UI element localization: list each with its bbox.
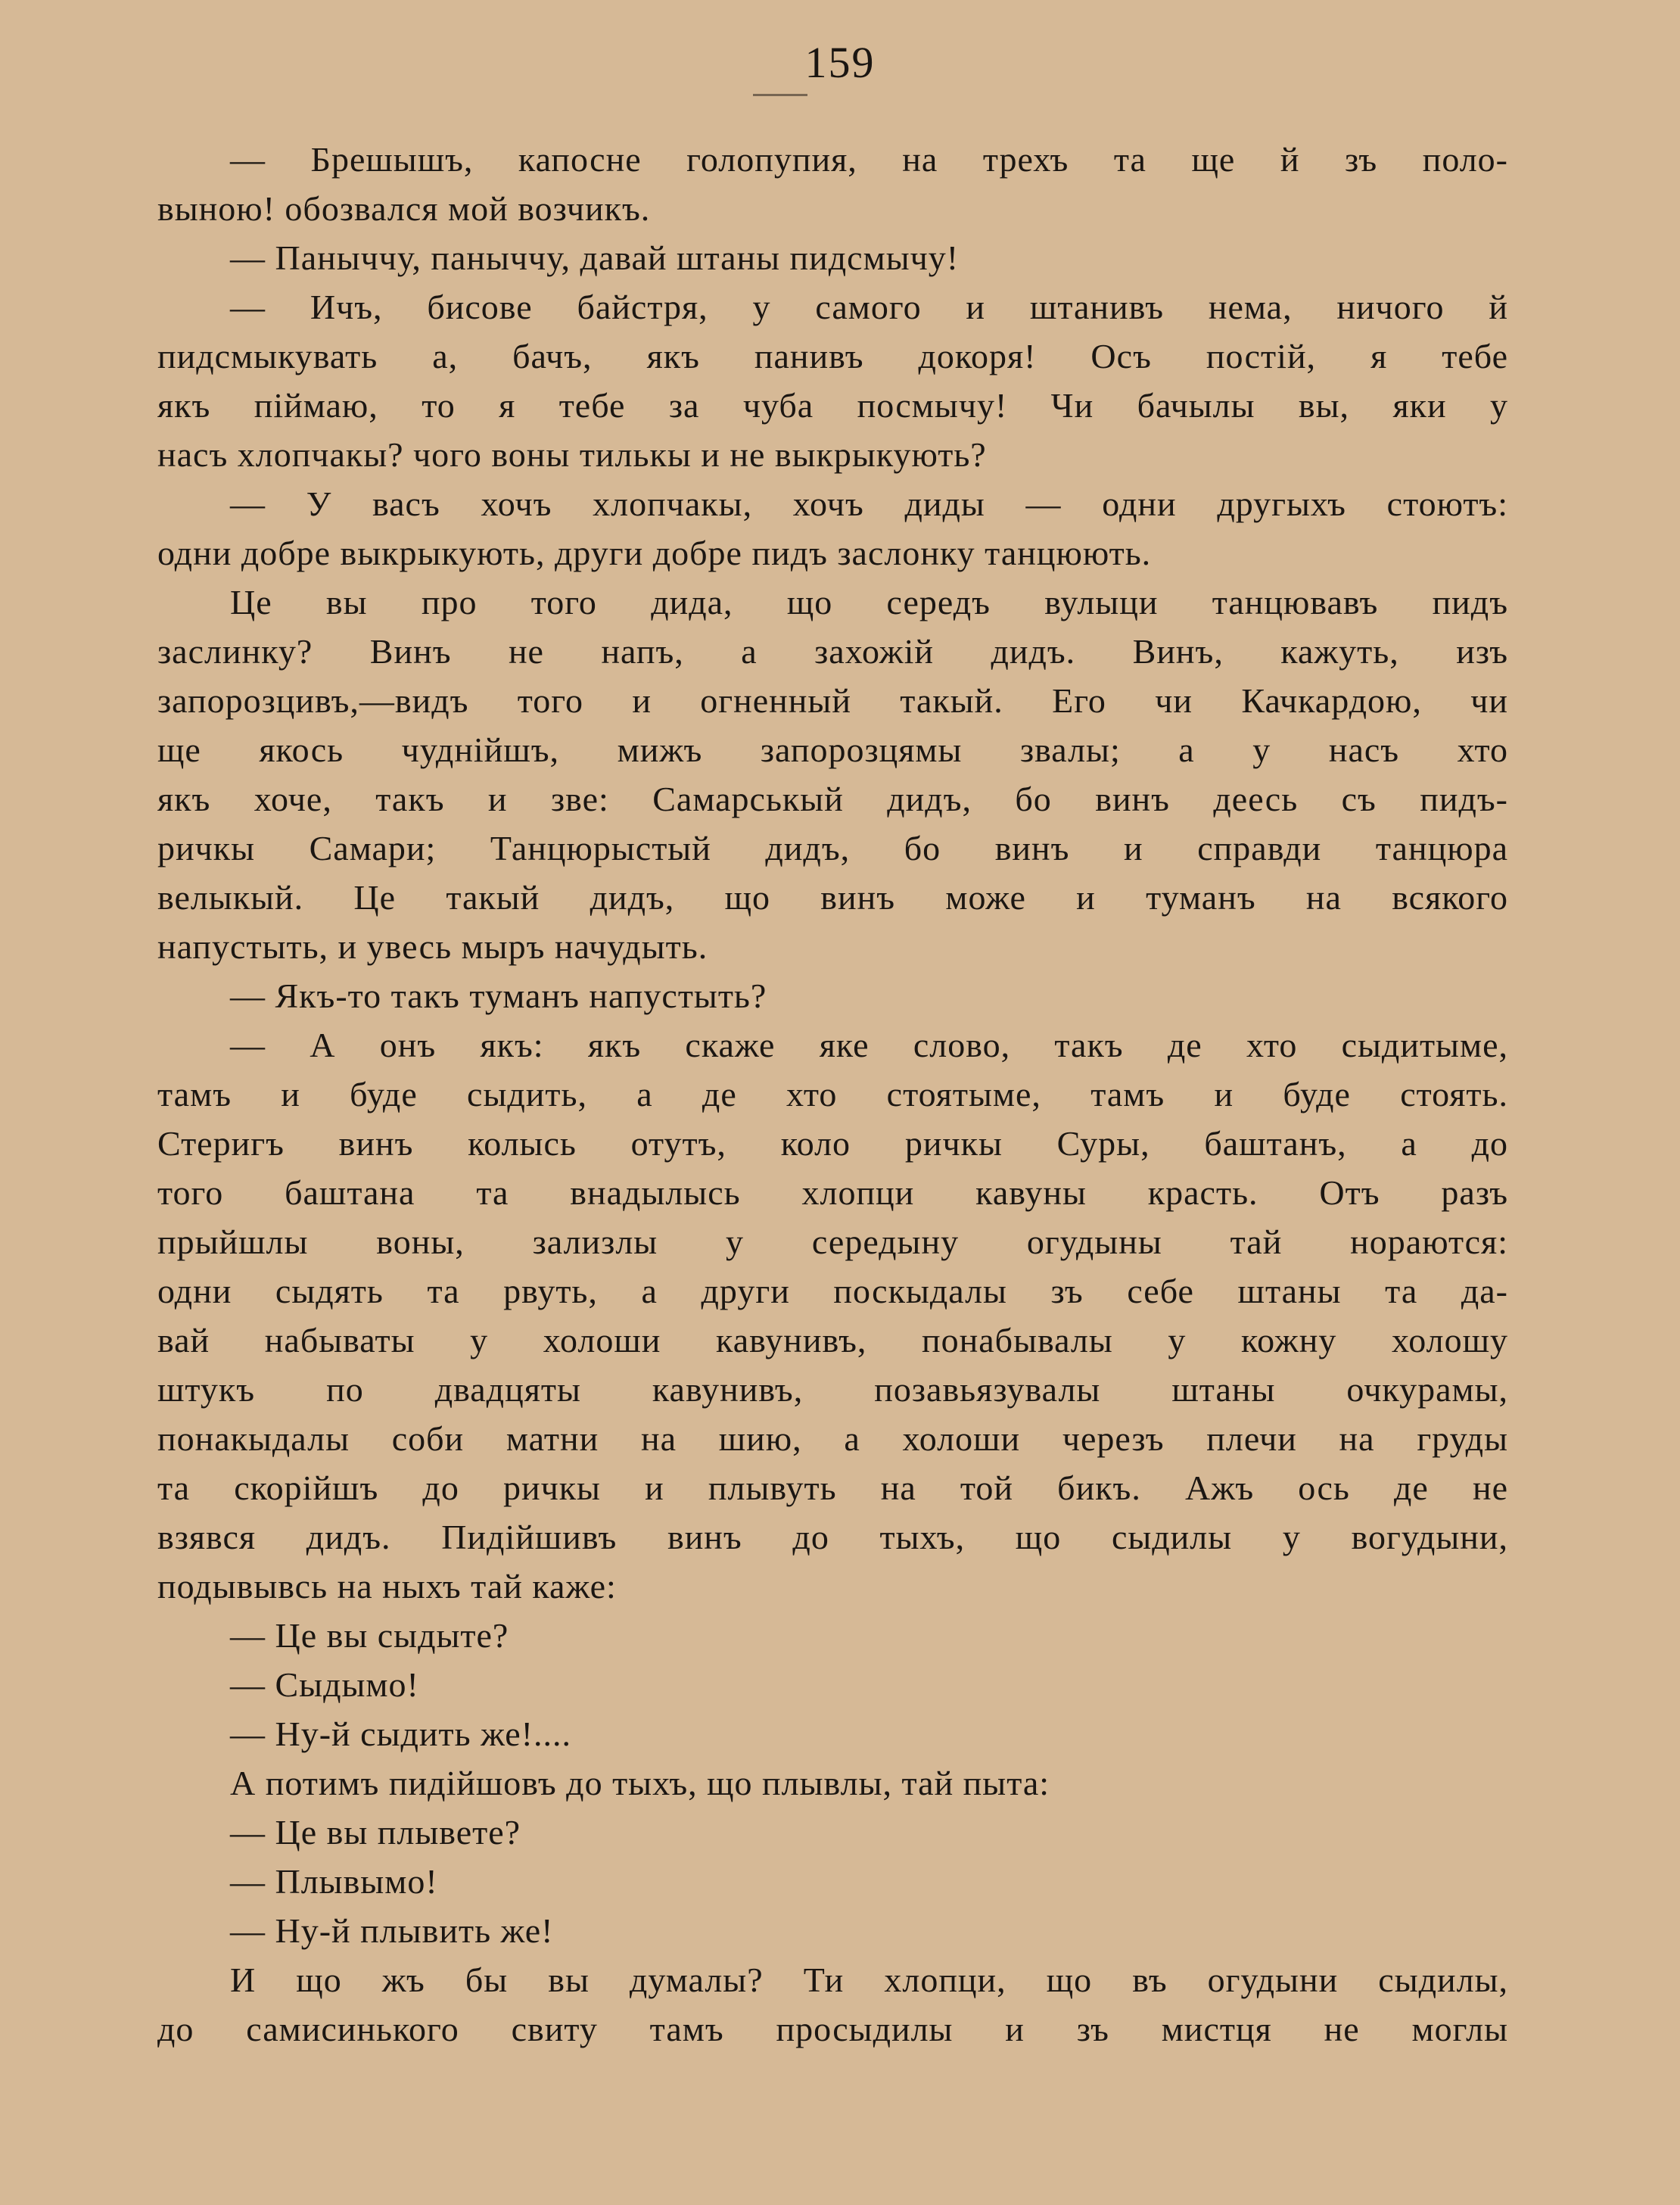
text-line: пидсмыкувать а, бачъ, якъ панивъ докоря! Осъ постій, я тебе: [157, 337, 1508, 375]
text-line: — Якъ-то такъ туманъ напустыть?: [230, 976, 767, 1015]
text-line: выною! обозвался мой возчикъ.: [157, 189, 651, 228]
text-line: до самисинького свиту тамъ просыдилы и зъ мистця не моглы: [157, 2010, 1508, 2048]
text-line: — У васъ хочъ хлопчакы, хочъ диды — одни другыхъ стоютъ:: [230, 484, 1508, 523]
text-line: — Ичъ, бисове байстря, у самого и штанивъ нема, ничого й: [230, 288, 1508, 326]
body-text: [157, 135, 1508, 2054]
text-line: заслинку? Винъ не напъ, а захожій дидъ. Винъ, кажуть, изъ: [157, 632, 1508, 671]
text-line: насъ хлопчакы? чого воны тилькы и не выкрыкують?: [157, 435, 987, 474]
text-line: — Ну-й плывить же!: [230, 1911, 554, 1950]
text-line: — А онъ якъ: якъ скаже яке слово, такъ де хто сыдитыме,: [230, 1026, 1508, 1064]
text-line: запорозцивъ,—видъ того и огненный такый. Его чи Качкардою, чи: [157, 681, 1508, 720]
text-line: ричкы Самари; Танцюрыстый дидъ, бо винъ и справди танцюра: [157, 829, 1508, 867]
text-line: напустыть, и увесь мыръ начудыть.: [157, 927, 708, 966]
text-line: якъ піймаю, то я тебе за чуба посмычу! Чи бачылы вы, яки у: [157, 386, 1508, 425]
text-line: та скорійшъ до ричкы и плывуть на той бикъ. Ажъ ось де не: [157, 1468, 1508, 1507]
text-line: Це вы про того дида, що середъ вулыци танцювавъ пидъ: [230, 583, 1508, 621]
text-line: тамъ и буде сыдить, а де хто стоятыме, тамъ и буде стоять.: [157, 1075, 1508, 1113]
text-line: подывывсь на ныхъ тай каже:: [157, 1567, 617, 1605]
text-line: штукъ по двадцяты кавунивъ, позавьязувалы штаны очкурамы,: [157, 1370, 1508, 1409]
page-number: 159: [804, 38, 876, 87]
text-line: вай набываты у холоши кавунивъ, понабывалы у кожну холошу: [157, 1321, 1508, 1359]
text-line: — Це вы сыдыте?: [230, 1616, 509, 1655]
header-rule: [753, 94, 807, 96]
text-line: понакыдалы соби матни на шию, а холоши черезъ плечи на груды: [157, 1419, 1508, 1458]
text-line: — Ну-й сыдить же!....: [230, 1714, 571, 1753]
text-line: — Сыдымо!: [230, 1665, 419, 1704]
text-line: А потимъ пидійшовъ до тыхъ, що плывлы, тай пыта:: [230, 1764, 1050, 1802]
text-line: Стеригъ винъ колысь отутъ, коло ричкы Суры, баштанъ, а до: [157, 1124, 1508, 1163]
text-line: одни сыдять та рвуть, а други поскыдалы зъ себе штаны та да-: [157, 1272, 1508, 1310]
text-line: одни добре выкрыкують, други добре пидъ заслонку танцюють.: [157, 534, 1152, 572]
text-line: — Плывымо!: [230, 1862, 438, 1901]
text-line: — Паныччу, паныччу, давай штаны пидсмычу!: [230, 238, 960, 277]
text-line: И що жъ бы вы думалы? Ти хлопци, що въ огудыни сыдилы,: [230, 1961, 1508, 1999]
text-line: якъ хоче, такъ и зве: Самарськый дидъ, бо винъ деесь съ пидъ-: [157, 780, 1508, 818]
text-line: того баштана та внадылысь хлопци кавуны красть. Отъ разъ: [157, 1173, 1508, 1212]
text-line: прыйшлы воны, зализлы у середыну огудыны тай нораются:: [157, 1222, 1508, 1261]
text-line: взявся дидъ. Пидійшивъ винъ до тыхъ, що сыдилы у вогудыни,: [157, 1518, 1508, 1556]
text-line: — Брешышъ, капосне голопупия, на трехъ та ще й зъ поло-: [230, 140, 1508, 179]
text-line: ще якось чуднійшъ, мижъ запорозцямы звалы; а у насъ хто: [157, 730, 1508, 769]
text-line: велыкый. Це такый дидъ, що винъ може и туманъ на всякого: [157, 878, 1508, 917]
text-line: — Це вы плывете?: [230, 1813, 521, 1852]
